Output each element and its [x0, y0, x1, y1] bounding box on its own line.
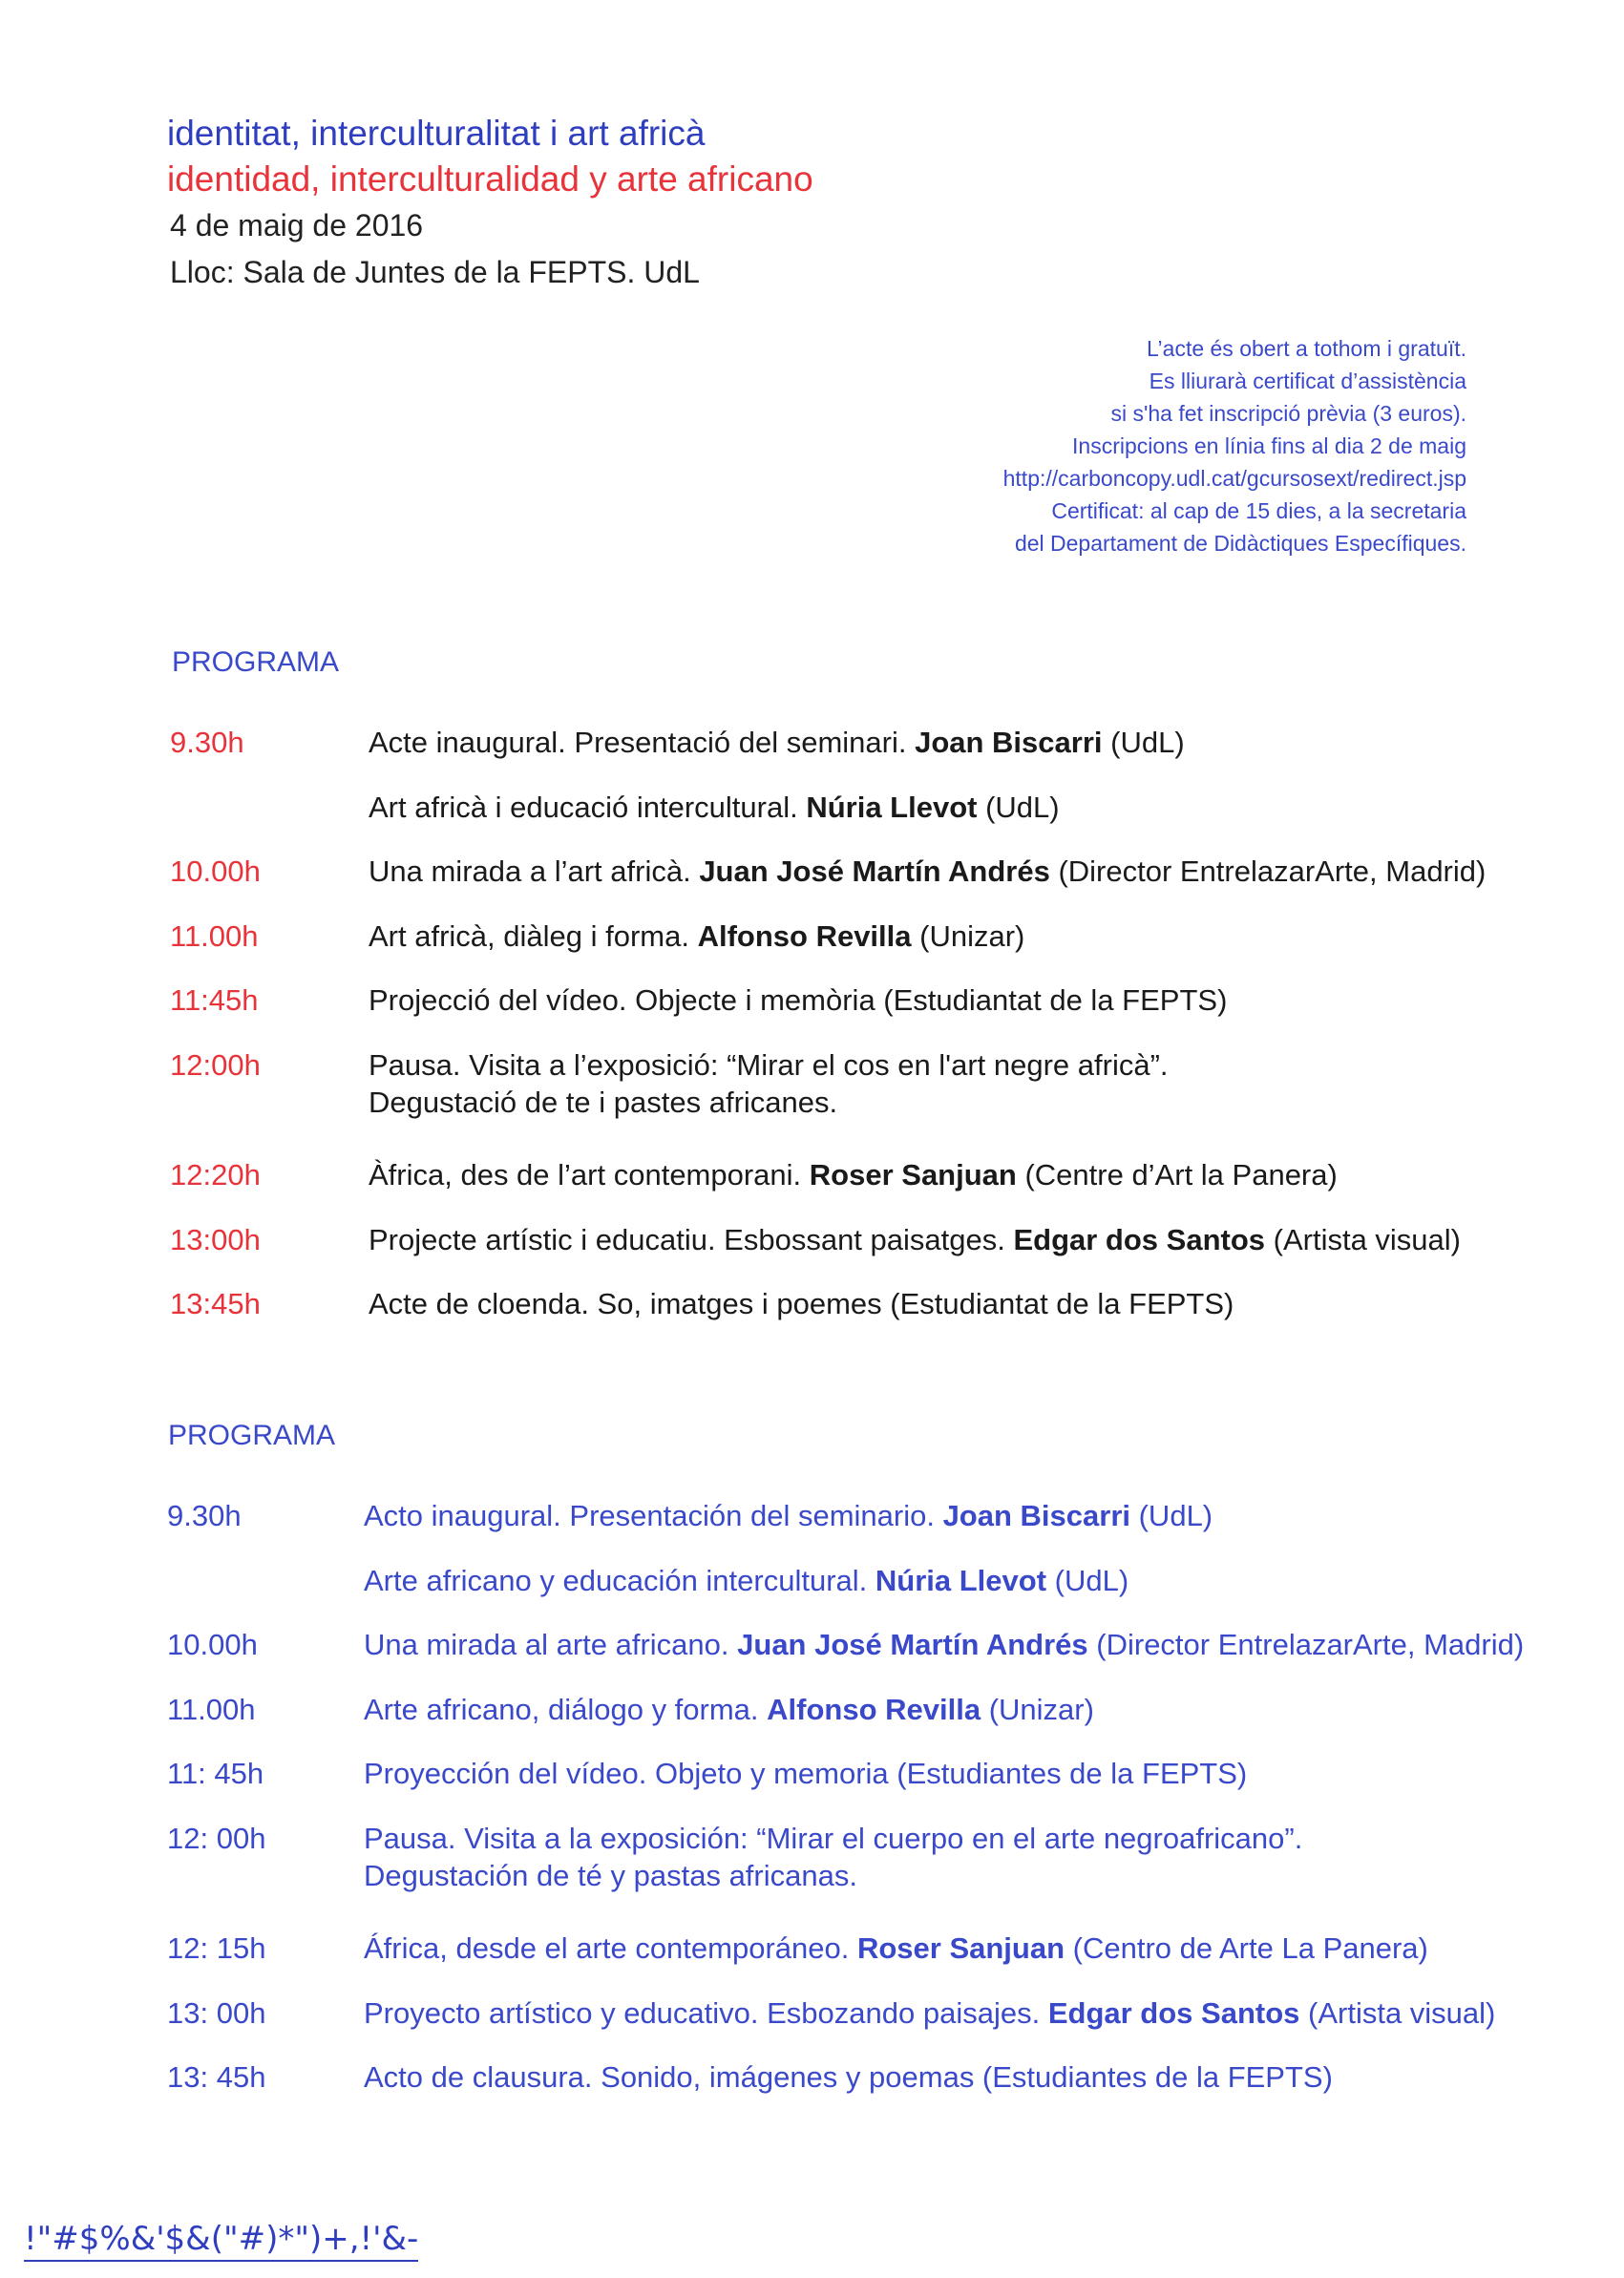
schedule-description	[364, 1994, 1495, 2032]
title-spanish: identidad, interculturalidad y arte africano	[167, 159, 813, 199]
schedule-description	[369, 1285, 1234, 1322]
info-line: del Departament de Didàctiques Específiques.	[1014, 531, 1466, 556]
info-line: L’acte és obert a tothom i gratuït.	[1147, 336, 1466, 361]
info-line: Inscripcions en línia fins al dia 2 de maig	[1072, 433, 1466, 458]
description-text: Arte africano y educación intercultural.	[364, 1564, 875, 1597]
description-text: Proyecto artístico y educativo. Esbozando paisajes.	[364, 1996, 1048, 2030]
speaker-name: Edgar dos Santos	[1013, 1223, 1266, 1256]
schedule-description	[364, 2058, 1333, 2096]
description-text: (UdL)	[977, 791, 1060, 824]
description-text: (Director EntrelazarArte, Madrid)	[1049, 854, 1487, 888]
schedule-time: 10.00h	[167, 1628, 258, 1661]
event-date: 4 de maig de 2016	[170, 208, 424, 243]
speaker-name: Edgar dos Santos	[1047, 1996, 1300, 2030]
description-text: África, desde el arte contemporáneo.	[364, 1931, 857, 1965]
description-text: Art africà, diàleg i forma.	[369, 919, 698, 953]
description-text: Arte africano, diálogo y forma.	[364, 1693, 768, 1726]
description-text: (Centro de Arte La Panera)	[1065, 1931, 1428, 1965]
description-text: Acte inaugural. Presentació del seminari.	[369, 726, 916, 759]
schedule-description	[364, 1562, 1128, 1599]
title-catalan: identitat, interculturalitat i art africà	[167, 114, 706, 153]
schedule-time: 13:00h	[170, 1223, 261, 1256]
speaker-name: Joan Biscarri	[915, 726, 1103, 759]
schedule-time: 13: 45h	[167, 2060, 266, 2094]
speaker-name: Núria Llevot	[806, 791, 978, 824]
info-line: Es lliurarà certificat d’assistència	[1149, 369, 1466, 393]
schedule-description	[369, 1221, 1461, 1258]
schedule-time: 9.30h	[167, 1499, 242, 1532]
schedule-time: 13: 00h	[167, 1996, 266, 2030]
schedule-time: 13:45h	[170, 1287, 261, 1320]
schedule-description	[369, 1046, 1169, 1121]
schedule-time: 10.00h	[170, 854, 261, 888]
description-text: (Centre d’Art la Panera)	[1016, 1158, 1338, 1192]
description-text: Una mirada al arte africano.	[364, 1628, 738, 1661]
info-line: si s'ha fet inscripció prèvia (3 euros).	[1110, 401, 1466, 426]
description-text: (UdL)	[1102, 726, 1185, 759]
description-text: Pausa. Visita a l’exposició: “Mirar el cos en l'art negre africà”.	[369, 1048, 1169, 1082]
description-text: (Artista visual)	[1299, 1996, 1496, 2030]
description-text: (UdL)	[1046, 1564, 1129, 1597]
schedule-description	[364, 1691, 1094, 1728]
schedule-description	[369, 1156, 1338, 1193]
description-text: Pausa. Visita a la exposición: “Mirar el cuerpo en el arte negroafricano”.	[364, 1822, 1303, 1855]
schedule-time: 11.00h	[167, 1693, 256, 1726]
programa-catalan-heading: PROGRAMA	[172, 646, 340, 678]
speaker-name: Alfonso Revilla	[697, 919, 912, 953]
description-text: (Artista visual)	[1265, 1223, 1461, 1256]
speaker-name: Roser Sanjuan	[856, 1931, 1065, 1965]
programa-spanish-heading: PROGRAMA	[168, 1420, 336, 1451]
schedule-time: 9.30h	[170, 726, 244, 759]
description-text: (Unizar)	[911, 919, 1025, 953]
schedule-description	[364, 1626, 1524, 1663]
schedule-description	[369, 981, 1227, 1019]
schedule-description	[364, 1497, 1213, 1534]
schedule-description	[369, 789, 1060, 826]
event-place: Lloc: Sala de Juntes de la FEPTS. UdL	[170, 255, 700, 289]
speaker-name: Joan Biscarri	[942, 1499, 1130, 1532]
schedule-description	[369, 724, 1185, 761]
schedule-description	[369, 918, 1024, 955]
description-text: Projecció del vídeo. Objecte i memòria (Estudiantat de la FEPTS)	[369, 983, 1228, 1017]
schedule-description	[369, 853, 1486, 890]
description-text: Proyección del vídeo. Objeto y memoria (Estudiantes de la FEPTS)	[364, 1757, 1248, 1790]
schedule-description	[364, 1820, 1302, 1894]
description-text: (Unizar)	[981, 1693, 1094, 1726]
speaker-name: Juan José Martín Andrés	[699, 854, 1050, 888]
footer-code-link[interactable]: !"#$%&'$&("#)*")+,!'&-	[24, 2220, 418, 2262]
speaker-name: Juan José Martín Andrés	[737, 1628, 1088, 1661]
schedule-time: 11: 45h	[167, 1757, 264, 1790]
speaker-name: Núria Llevot	[875, 1564, 1047, 1597]
schedule-description	[364, 1930, 1428, 1967]
description-second-line: Degustació de te i pastes africanes.	[369, 1086, 838, 1119]
info-block	[1003, 332, 1466, 559]
info-line: Certificat: al cap de 15 dies, a la secretaria	[1051, 498, 1466, 523]
description-text: (UdL)	[1130, 1499, 1213, 1532]
description-text: Acto de clausura. Sonido, imágenes y poemas (Estudiantes de la FEPTS)	[364, 2060, 1333, 2094]
schedule-description	[364, 1755, 1247, 1792]
description-second-line: Degustación de té y pastas africanas.	[364, 1859, 857, 1892]
schedule-time: 11.00h	[170, 919, 259, 953]
description-text: Acte de cloenda. So, imatges i poemes (Estudiantat de la FEPTS)	[369, 1287, 1234, 1320]
info-link[interactable]: http://carboncopy.udl.cat/gcursosext/redirect.jsp	[1002, 466, 1466, 491]
schedule-time: 11:45h	[170, 983, 259, 1017]
schedule-time: 12:20h	[170, 1158, 261, 1192]
schedule-time: 12:00h	[170, 1048, 261, 1082]
schedule-time: 12: 15h	[167, 1931, 266, 1965]
description-text: Art africà i educació intercultural.	[369, 791, 807, 824]
description-text: Àfrica, des de l’art contemporani.	[369, 1158, 810, 1192]
speaker-name: Alfonso Revilla	[767, 1693, 981, 1726]
speaker-name: Roser Sanjuan	[809, 1158, 1017, 1192]
description-text: Una mirada a l’art africà.	[369, 854, 700, 888]
description-text: Acto inaugural. Presentación del seminario.	[364, 1499, 943, 1532]
description-text: (Director EntrelazarArte, Madrid)	[1087, 1628, 1525, 1661]
description-text: Projecte artístic i educatiu. Esbossant paisatges.	[369, 1223, 1014, 1256]
schedule-time: 12: 00h	[167, 1822, 266, 1855]
